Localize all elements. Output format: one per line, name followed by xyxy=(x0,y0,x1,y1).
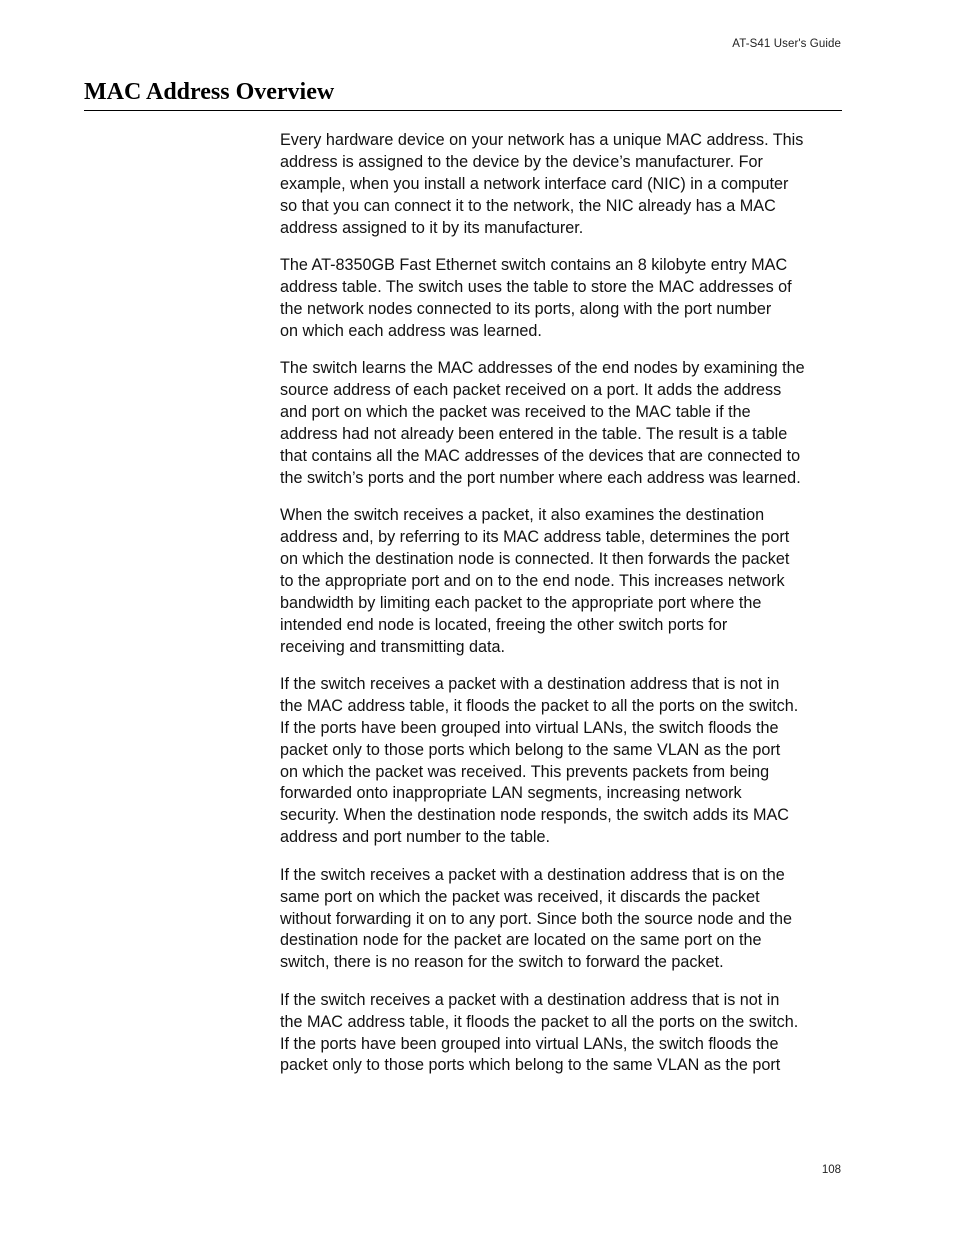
body-text xyxy=(280,130,846,1093)
paragraph-packet-forwarding: When the switch receives a packet, it also examines the destination address and, by referring to its MAC address table, determines the port on which the destination node is connected. It then forwards the packet to the appropriate port and on to the end node. This increases network bandwidth by limiting each packet to the appropriate port where the intended end node is located, freeing the other switch ports for receiving and transmitting data. xyxy=(280,506,790,656)
paragraph-same-port-discard: If the switch receives a packet with a destination address that is on the same port on which the packet was received, it discards the packet without forwarding it on to any port. Since both the source node and the destination node for the packet are located on the same port on the switch, there is no reason for the switch to forward the packet. xyxy=(280,865,793,972)
paragraph-unknown-destination-flooding: If the switch receives a packet with a destination address that is not in the MAC address table, it floods the packet to all the ports on the switch. If the ports have been grouped into virtual LANs, the switch floods the packet only to those ports which belong to the same VLAN as the port on which the packet was received. This prevents packets from being forwarded onto inappropriate LAN segments, increasing network security. When the destination node responds, the switch adds its MAC address and port number to the table. xyxy=(280,674,799,847)
running-header: AT-S41 User's Guide xyxy=(732,38,841,50)
paragraph-flooding-continued: If the switch receives a packet with a destination address that is not in the MAC address table, it floods the packet to all the ports on the switch. If the ports have been grouped into virtual LANs, the switch floods the packet only to those ports which belong to the same VLAN as the port xyxy=(280,990,799,1075)
paragraph-mac-address-intro: Every hardware device on your network has a unique MAC address. This address is assigned to the device by the device’s manufacturer. For example, when you install a network interface card (NIC) in a computer so that you can connect it to the network, the NIC already has a MAC address assigned to it by its manufacturer. xyxy=(280,131,804,237)
page-number: 108 xyxy=(821,1164,841,1176)
section-title: MAC Address Overview xyxy=(84,76,842,111)
paragraph-address-learning: The switch learns the MAC addresses of the end nodes by examining the source address of each packet received on a port. It adds the address and port on which the packet was received to the MAC table if the address had not already been entered in the table. The result is a table that contains all the MAC addresses of the devices that are connected to the switch’s ports and the port number where each address was learned. xyxy=(280,359,805,487)
paragraph-mac-address-table: The AT-8350GB Fast Ethernet switch contains an 8 kilobyte entry MAC address table. The switch uses the table to store the MAC addresses of the network nodes connected to its ports, along with the port number on which each address was learned. xyxy=(280,256,792,340)
